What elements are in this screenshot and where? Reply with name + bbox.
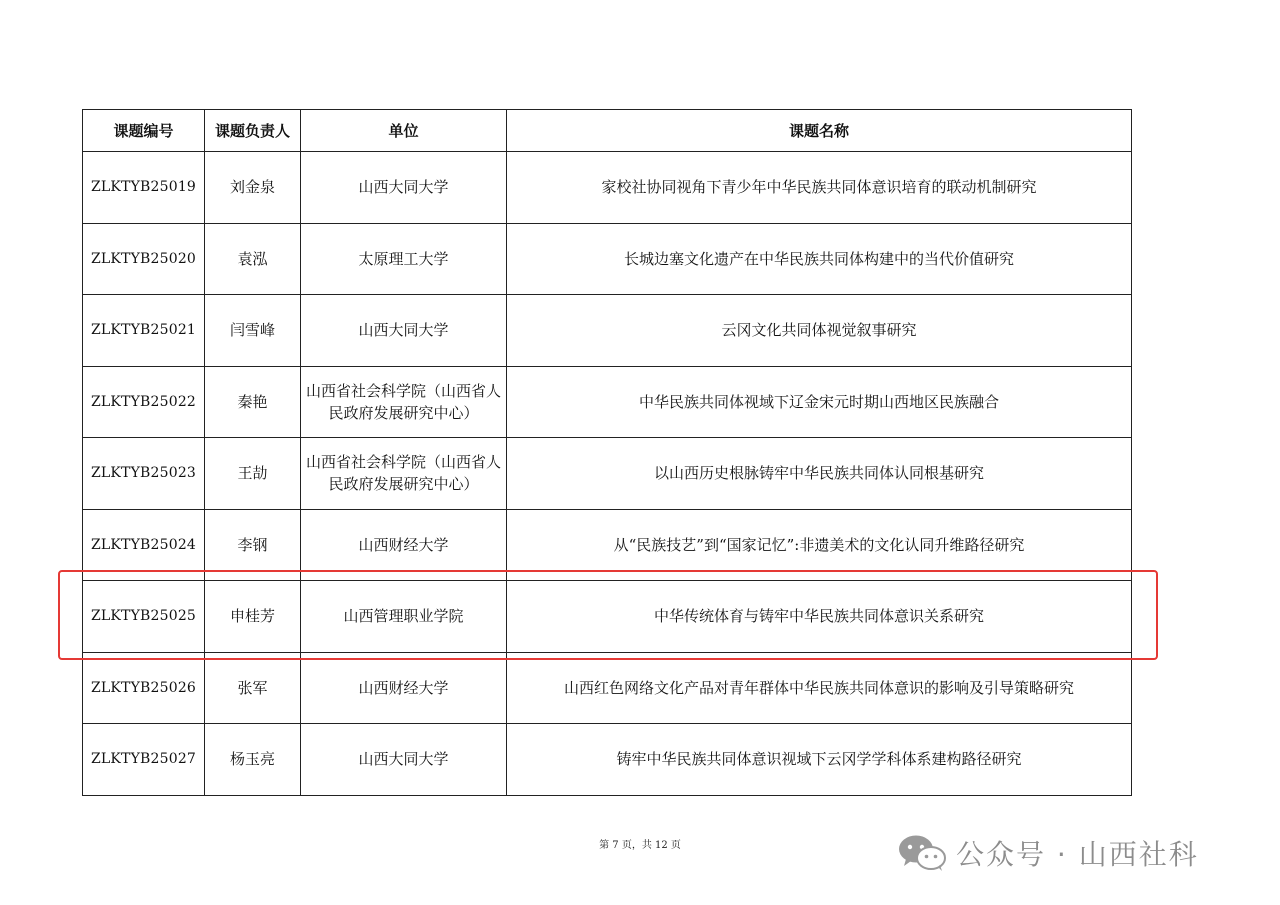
watermark-text: 公众号 · 山西社科 <box>956 838 1199 871</box>
project-table <box>82 109 1132 796</box>
table-row <box>83 509 1132 581</box>
page-number: 第 7 页，共 12 页 <box>599 840 681 851</box>
cell-leader: 袁泓 <box>205 223 301 295</box>
cell-unit: 山西大同大学 <box>301 295 507 367</box>
cell-code: ZLKTYB25020 <box>83 223 205 295</box>
table-row <box>83 223 1132 295</box>
header-leader: 课题负责人 <box>205 110 301 152</box>
cell-title: 云冈文化共同体视觉叙事研究 <box>507 295 1132 367</box>
table-row <box>83 438 1132 510</box>
table-row <box>83 724 1132 796</box>
cell-leader: 李钢 <box>205 509 301 581</box>
cell-leader: 闫雪峰 <box>205 295 301 367</box>
cell-unit: 山西财经大学 <box>301 509 507 581</box>
cell-title: 从“民族技艺”到“国家记忆”:非遗美术的文化认同升维路径研究 <box>507 509 1132 581</box>
watermark <box>898 832 1199 874</box>
header-title: 课题名称 <box>507 110 1132 152</box>
table-row <box>83 152 1132 224</box>
cell-code: ZLKTYB25024 <box>83 509 205 581</box>
cell-leader: 张军 <box>205 652 301 724</box>
cell-code: ZLKTYB25025 <box>83 581 205 653</box>
cell-unit: 山西省社会科学院（山西省人民政府发展研究中心） <box>301 366 507 438</box>
cell-leader: 杨玉亮 <box>205 724 301 796</box>
cell-leader: 刘金泉 <box>205 152 301 224</box>
cell-code: ZLKTYB25021 <box>83 295 205 367</box>
table-row-highlighted <box>83 581 1132 653</box>
cell-unit: 山西财经大学 <box>301 652 507 724</box>
cell-code: ZLKTYB25026 <box>83 652 205 724</box>
wechat-icon <box>898 834 946 872</box>
cell-title: 山西红色网络文化产品对青年群体中华民族共同体意识的影响及引导策略研究 <box>507 652 1132 724</box>
cell-leader: 秦艳 <box>205 366 301 438</box>
cell-code: ZLKTYB25023 <box>83 438 205 510</box>
cell-title: 中华传统体育与铸牢中华民族共同体意识关系研究 <box>507 581 1132 653</box>
cell-unit: 山西省社会科学院（山西省人民政府发展研究中心） <box>301 438 507 510</box>
cell-title: 长城边塞文化遗产在中华民族共同体构建中的当代价值研究 <box>507 223 1132 295</box>
cell-leader: 王劼 <box>205 438 301 510</box>
cell-unit: 山西大同大学 <box>301 724 507 796</box>
header-code: 课题编号 <box>83 110 205 152</box>
cell-title: 中华民族共同体视域下辽金宋元时期山西地区民族融合 <box>507 366 1132 438</box>
cell-unit: 太原理工大学 <box>301 223 507 295</box>
cell-title: 铸牢中华民族共同体意识视域下云冈学学科体系建构路径研究 <box>507 724 1132 796</box>
cell-code: ZLKTYB25022 <box>83 366 205 438</box>
table-row <box>83 295 1132 367</box>
cell-code: ZLKTYB25027 <box>83 724 205 796</box>
cell-leader: 申桂芳 <box>205 581 301 653</box>
cell-unit: 山西管理职业学院 <box>301 581 507 653</box>
header-unit: 单位 <box>301 110 507 152</box>
cell-unit: 山西大同大学 <box>301 152 507 224</box>
table-row <box>83 366 1132 438</box>
cell-code: ZLKTYB25019 <box>83 152 205 224</box>
table-header-row <box>83 110 1132 152</box>
cell-title: 家校社协同视角下青少年中华民族共同体意识培育的联动机制研究 <box>507 152 1132 224</box>
table-row <box>83 652 1132 724</box>
cell-title: 以山西历史根脉铸牢中华民族共同体认同根基研究 <box>507 438 1132 510</box>
